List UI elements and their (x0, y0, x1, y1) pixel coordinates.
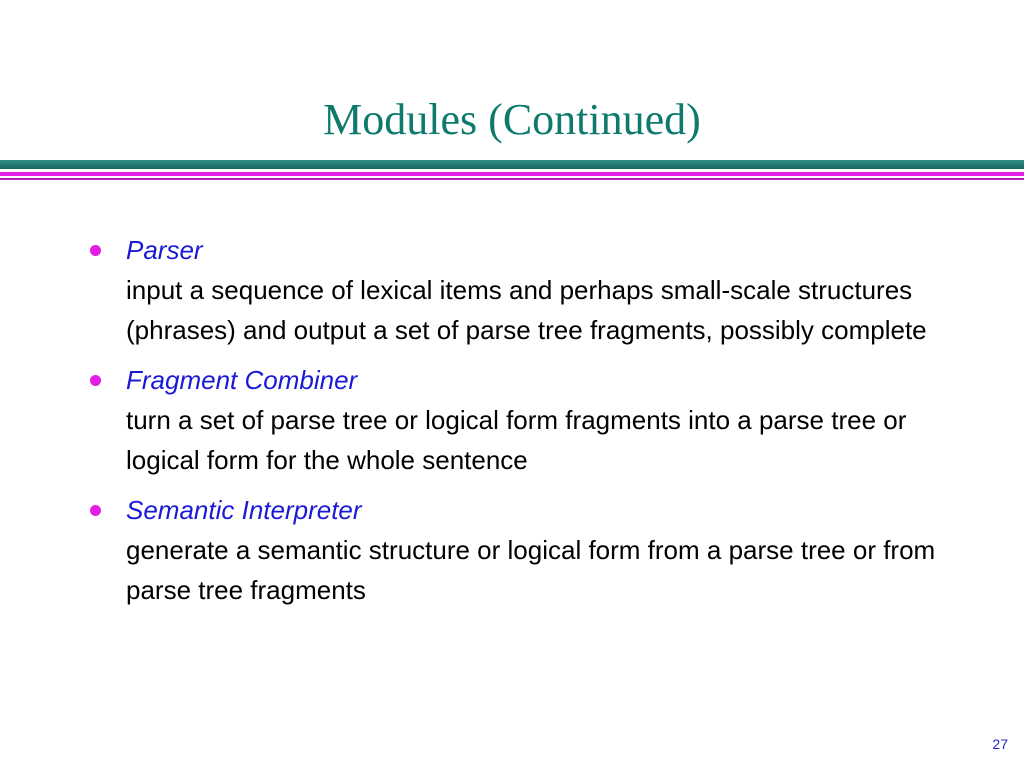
title-divider-teal (0, 160, 1024, 169)
bullet-dot-icon (90, 505, 101, 516)
bullet-dot-icon (90, 375, 101, 386)
title-divider-magenta (0, 172, 1024, 176)
slide-title: Modules (Continued) (323, 95, 701, 144)
bullet-term: Semantic Interpreter (126, 495, 362, 525)
bullet-item-semantic-interpreter (86, 490, 946, 610)
bullet-term: Parser (126, 235, 203, 265)
bullet-description: turn a set of parse tree or logical form fragments into a parse tree or logical form for the whole sentence (126, 405, 907, 475)
page-number: 27 (992, 736, 1008, 752)
bullet-description: generate a semantic structure or logical form from a parse tree or from parse tree fragments (126, 535, 936, 605)
bullet-item-parser (86, 230, 946, 350)
bullet-item-fragment-combiner (86, 360, 946, 480)
bullet-description: input a sequence of lexical items and perhaps small-scale structures (phrases) and output a set of parse tree fragments, possibly complete (126, 275, 927, 345)
bullet-dot-icon (90, 245, 101, 256)
bullet-term: Fragment Combiner (126, 365, 358, 395)
title-divider-magenta-thin (0, 178, 1024, 180)
bullet-list (86, 230, 946, 620)
